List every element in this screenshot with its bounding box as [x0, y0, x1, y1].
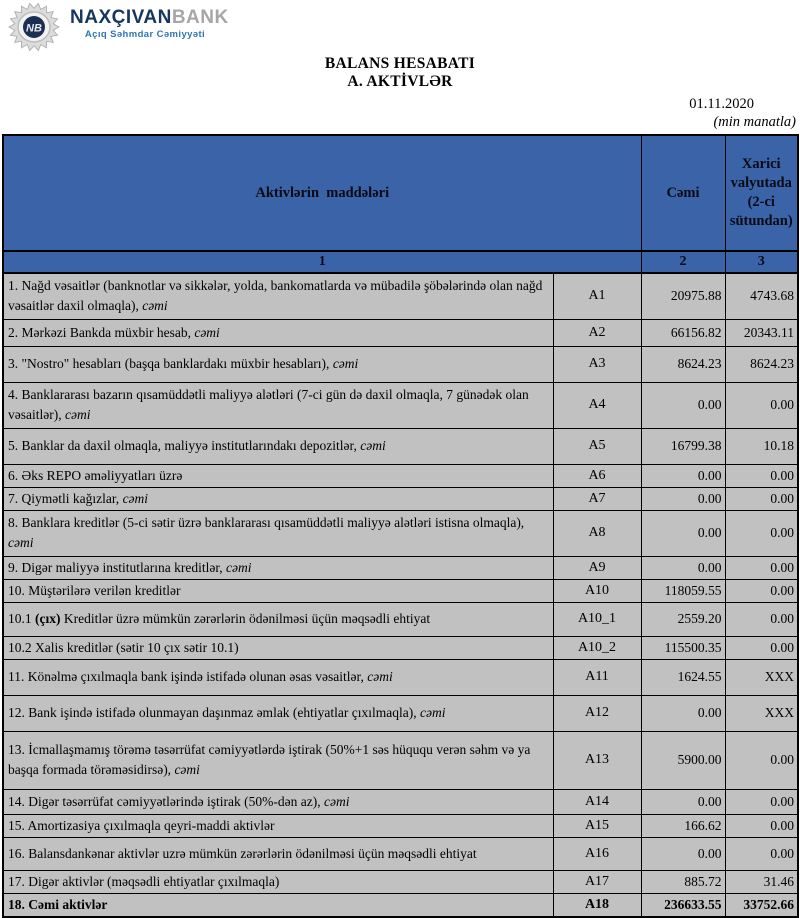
table-row — [3, 556, 798, 579]
row-foreign-value: 0.00 — [725, 814, 798, 837]
table-row — [3, 731, 798, 789]
row-code: A14 — [553, 789, 641, 814]
row-total-value: 66156.82 — [641, 319, 725, 346]
report-date: 01.11.2020 — [689, 96, 754, 112]
row-code: A13 — [553, 731, 641, 789]
header-foreign: Xarici valyutada (2-ci sütundan) — [725, 135, 798, 251]
table-row — [3, 346, 798, 382]
table-row — [3, 510, 798, 556]
row-code: A17 — [553, 870, 641, 893]
row-total-value: 0.00 — [641, 695, 725, 731]
row-total-value: 16799.38 — [641, 428, 725, 464]
row-foreign-value: 0.00 — [725, 510, 798, 556]
row-code: A3 — [553, 346, 641, 382]
row-foreign-value: 0.00 — [725, 731, 798, 789]
row-code: A10_1 — [553, 602, 641, 636]
bank-name-primary: NAXÇIVAN — [70, 7, 172, 28]
column-number-row — [3, 251, 798, 273]
row-code: A5 — [553, 428, 641, 464]
row-label: 17. Digər aktivlər (məqsədli ehtiyatlar çıxılmaqla) — [3, 870, 553, 893]
bank-name-secondary: BANK — [171, 7, 229, 28]
row-total-value: 5900.00 — [641, 731, 725, 789]
row-foreign-value: 0.00 — [725, 382, 798, 428]
seal-monogram: NB — [26, 22, 42, 35]
row-label: 4. Banklararası bazarın qısamüddətli maliyyə alətləri (7-ci gün də daxil olmaqla, 7 günədək olan vəsaitlər), cəmi — [3, 382, 553, 428]
row-foreign-value: 31.46 — [725, 870, 798, 893]
column-number-1: 1 — [3, 251, 641, 273]
row-label: 3. "Nostro" hesabları (başqa banklardakı müxbir hesabları), cəmi — [3, 346, 553, 382]
row-code: A15 — [553, 814, 641, 837]
row-foreign-value: XXX — [725, 659, 798, 695]
row-total-value: 0.00 — [641, 382, 725, 428]
row-total-value: 0.00 — [641, 556, 725, 579]
row-code: A7 — [553, 487, 641, 510]
row-total-value: 20975.88 — [641, 273, 725, 319]
document-title-line2: A. AKTİVLƏR — [347, 73, 453, 90]
assets-table — [2, 134, 799, 918]
row-total-value: 0.00 — [641, 837, 725, 870]
row-label: 12. Bank işində istifadə olunmayan daşınmaz əmlak (ehtiyatlar çıxılmaqla), cəmi — [3, 695, 553, 731]
row-label: 1. Nağd vəsaitlər (banknotlar və sikkələr, yolda, bankomatlarda və mübadilə şöbələrində olan nağd vəsaitlər daxil olmaqla), cəmi — [3, 273, 553, 319]
row-label: 11. Könəlmə çıxılmaqla bank işində istifadə olunan əsas vəsaitlər, cəmi — [3, 659, 553, 695]
table-row — [3, 273, 798, 319]
row-total-value: 0.00 — [641, 464, 725, 487]
table-row — [3, 319, 798, 346]
unit-note: (min manatla) — [713, 114, 796, 130]
row-label: 10.1 (çıx) Kreditlər üzrə mümkün zərərlərin ödənilməsi üçün məqsədli ehtiyat — [3, 602, 553, 636]
row-code: A1 — [553, 273, 641, 319]
row-code: A2 — [553, 319, 641, 346]
row-foreign-value: XXX — [725, 695, 798, 731]
row-label: 18. Cəmi aktivlər — [3, 893, 553, 917]
table-header-row — [3, 135, 798, 251]
document-title-line1: BALANS HESABATI — [324, 55, 476, 72]
row-label: 16. Balansdankənar aktivlər uzrə mümkün zərərlərin ödənilməsi üçün məqsədli ehtiyat — [3, 837, 553, 870]
table-row — [3, 579, 798, 602]
table-row — [3, 659, 798, 695]
row-foreign-value: 0.00 — [725, 556, 798, 579]
table-row — [3, 837, 798, 870]
row-label: 13. İcmallaşmamış törəmə təsərrüfat cəmiyyətlərdə iştirak (50%+1 səs hüququ verən səhm və ya başqa formada törəməsidirsə), cəmi — [3, 731, 553, 789]
row-code: A9 — [553, 556, 641, 579]
table-row — [3, 428, 798, 464]
row-total-value: 2559.20 — [641, 602, 725, 636]
header-items: Aktivlərin maddələri — [3, 135, 641, 251]
table-row — [3, 870, 798, 893]
table-row — [3, 487, 798, 510]
row-label: 15. Amortizasiya çıxılmaqla qeyri-maddi aktivlər — [3, 814, 553, 837]
bank-logo-text — [70, 7, 229, 40]
row-label: 10.2 Xalis kreditlər (sətir 10 çıx sətir 10.1) — [3, 636, 553, 659]
row-label: 7. Qiymətli kağızlar, cəmi — [3, 487, 553, 510]
row-foreign-value: 0.00 — [725, 602, 798, 636]
bank-subtitle: Açıq Səhmdar Cəmiyyəti — [84, 29, 206, 40]
document-title — [0, 55, 800, 91]
bank-name — [70, 7, 229, 28]
table-row — [3, 464, 798, 487]
row-foreign-value: 0.00 — [725, 789, 798, 814]
header-total: Cəmi — [641, 135, 725, 251]
row-code: A16 — [553, 837, 641, 870]
table-row — [3, 602, 798, 636]
report-meta — [400, 95, 800, 131]
row-code: A10_2 — [553, 636, 641, 659]
row-foreign-value: 8624.23 — [725, 346, 798, 382]
column-number-2: 2 — [641, 251, 725, 273]
row-total-value: 118059.55 — [641, 579, 725, 602]
column-number-3: 3 — [725, 251, 798, 273]
row-code: A18 — [553, 893, 641, 917]
row-total-value: 0.00 — [641, 487, 725, 510]
row-label: 6. Əks REPO əməliyyatları üzrə — [3, 464, 553, 487]
row-total-value: 8624.23 — [641, 346, 725, 382]
row-foreign-value: 4743.68 — [725, 273, 798, 319]
row-total-value: 885.72 — [641, 870, 725, 893]
row-foreign-value: 0.00 — [725, 579, 798, 602]
table-row — [3, 382, 798, 428]
row-total-value: 166.62 — [641, 814, 725, 837]
row-code: A11 — [553, 659, 641, 695]
table-row — [3, 814, 798, 837]
row-foreign-value: 10.18 — [725, 428, 798, 464]
row-label: 9. Digər maliyyə institutlarına kreditlər, cəmi — [3, 556, 553, 579]
row-foreign-value: 20343.11 — [725, 319, 798, 346]
row-foreign-value: 0.00 — [725, 837, 798, 870]
row-code: A8 — [553, 510, 641, 556]
row-foreign-value: 0.00 — [725, 487, 798, 510]
row-foreign-value: 33752.66 — [725, 893, 798, 917]
table-row — [3, 695, 798, 731]
row-label: 14. Digər təsərrüfat cəmiyyətlərində iştirak (50%-dən az), cəmi — [3, 789, 553, 814]
row-label: 5. Banklar da daxil olmaqla, maliyyə institutlarındakı depozitlər, cəmi — [3, 428, 553, 464]
row-label: 10. Müştərilərə verilən kreditlər — [3, 579, 553, 602]
row-total-value: 1624.55 — [641, 659, 725, 695]
row-label: 2. Mərkəzi Bankda müxbir hesab, cəmi — [3, 319, 553, 346]
row-total-value: 115500.35 — [641, 636, 725, 659]
table-row — [3, 789, 798, 814]
table-row — [3, 636, 798, 659]
row-code: A6 — [553, 464, 641, 487]
row-total-value: 0.00 — [641, 789, 725, 814]
row-foreign-value: 0.00 — [725, 464, 798, 487]
row-code: A4 — [553, 382, 641, 428]
row-total-value: 0.00 — [641, 510, 725, 556]
row-foreign-value: 0.00 — [725, 636, 798, 659]
bank-seal-logo — [8, 2, 60, 52]
row-total-value: 236633.55 — [641, 893, 725, 917]
row-code: A12 — [553, 695, 641, 731]
table-row-total — [3, 893, 798, 917]
row-code: A10 — [553, 579, 641, 602]
row-label: 8. Banklara kreditlər (5-ci sətir üzrə banklararası qısamüddətli maliyyə alətləri istisna olmaqla), cəmi — [3, 510, 553, 556]
